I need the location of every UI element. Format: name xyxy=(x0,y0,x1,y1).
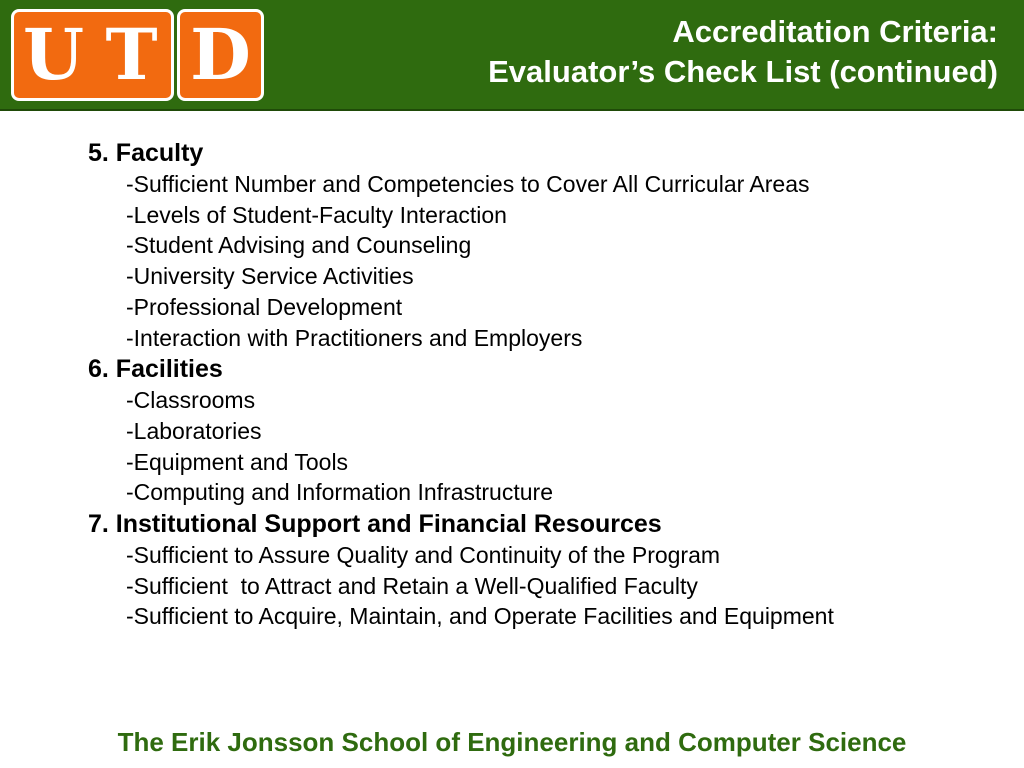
title-line-1: Accreditation Criteria: xyxy=(672,14,998,49)
list-item: -Levels of Student-Faculty Interaction xyxy=(126,201,507,228)
list-item: -University Service Activities xyxy=(126,263,414,290)
section-faculty xyxy=(88,137,988,353)
list-item: -Sufficient Number and Competencies to Cover All Curricular Areas xyxy=(126,171,810,197)
logo-d-block xyxy=(177,9,264,101)
list-item: -Sufficient to Assure Quality and Continuity of the Program xyxy=(126,542,721,569)
section-institutional-support xyxy=(88,508,988,632)
checklist-content xyxy=(88,137,988,632)
section-title: 7. Institutional Support and Financial Resources xyxy=(88,510,662,539)
list-item: -Interaction with Practitioners and Employers xyxy=(126,324,583,351)
list-item: -Sufficient to Attract and Retain a Well-Qualified Faculty xyxy=(126,572,698,599)
list-item: -Classrooms xyxy=(126,387,256,414)
logo-ut-block xyxy=(11,9,174,101)
list-item: -Equipment and Tools xyxy=(126,448,349,475)
list-item: -Sufficient to Acquire, Maintain, and Operate Facilities and Equipment xyxy=(126,603,834,630)
section-title: 5. Faculty xyxy=(88,139,204,167)
list-item: -Student Advising and Counseling xyxy=(126,232,472,259)
slide-title xyxy=(488,12,998,92)
title-line-2: Evaluator’s Check List (continued) xyxy=(488,54,998,89)
list-item: -Laboratories xyxy=(126,417,262,444)
logo-letter-u: U xyxy=(22,13,85,96)
section-facilities xyxy=(88,353,988,508)
list-item: -Computing and Information Infrastructure xyxy=(126,479,553,506)
section-title: 6. Facilities xyxy=(88,355,223,384)
list-item: -Professional Development xyxy=(126,293,403,320)
footer-school-name: The Erik Jonsson School of Engineering and Computer Science xyxy=(117,727,907,757)
slide-header xyxy=(0,0,1024,111)
logo-letter-d: D xyxy=(190,13,251,96)
logo-letter-t: T xyxy=(105,13,158,96)
